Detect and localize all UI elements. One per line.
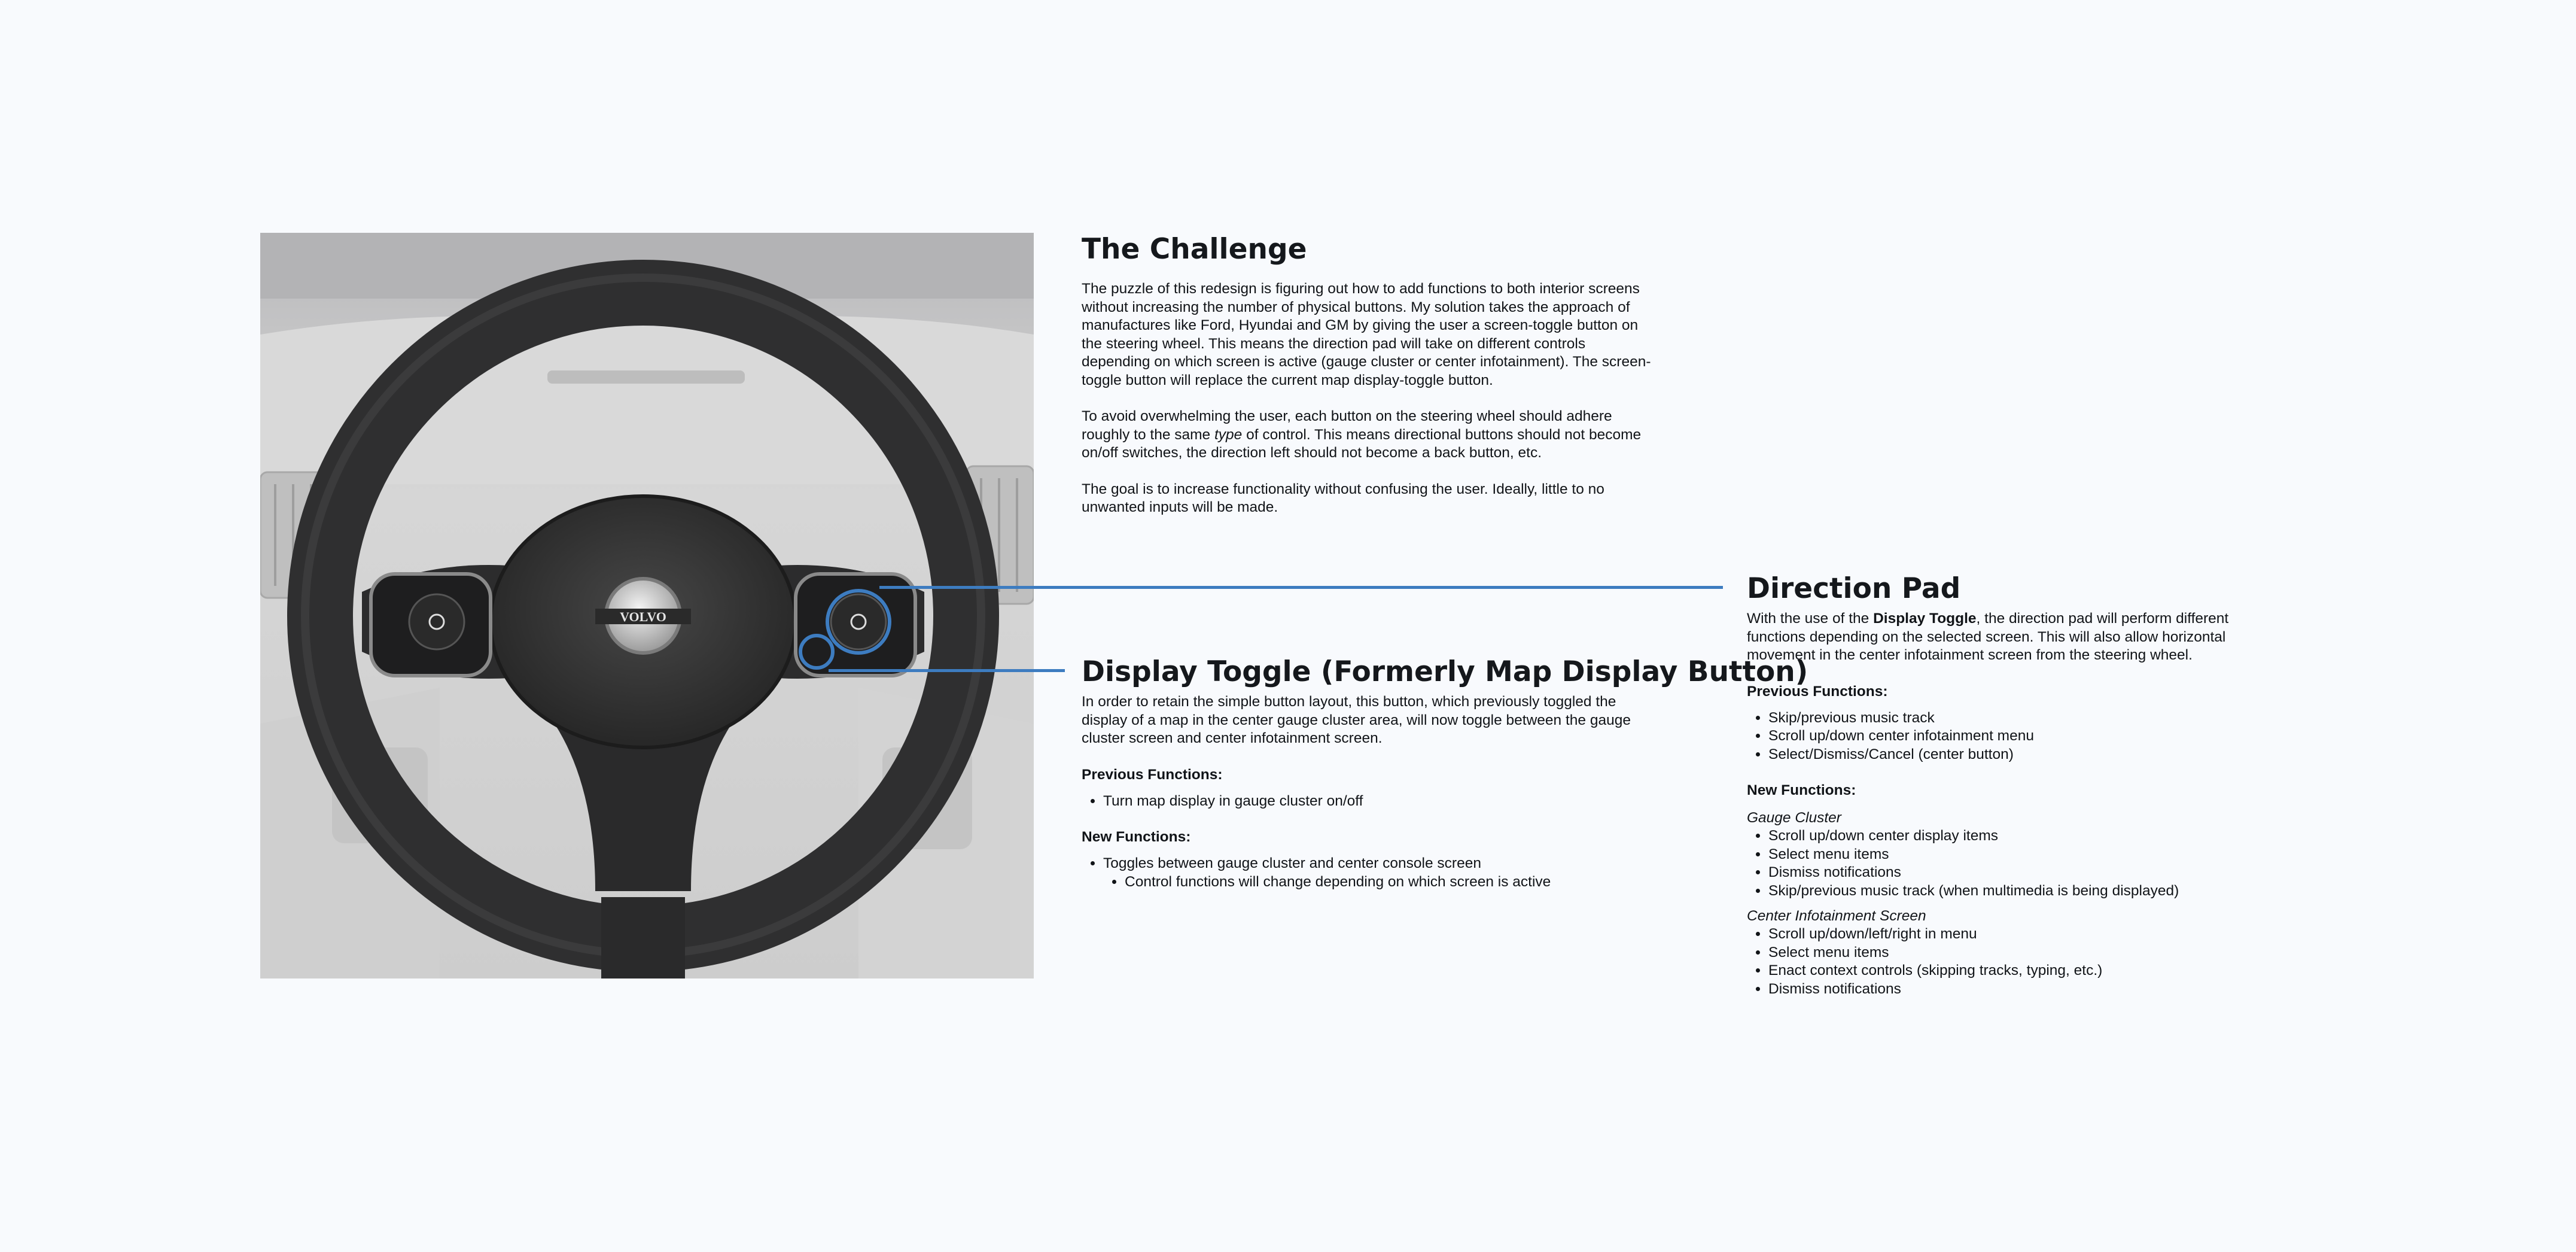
list-subitem: • Control functions will change depending on which screen is active bbox=[1125, 873, 1740, 892]
list-item: • Skip/previous music track (when multimedia is being displayed) bbox=[1768, 882, 2273, 901]
list-item: • Select menu items bbox=[1768, 944, 2273, 962]
direction-pad-intro-start: With the use of the bbox=[1747, 610, 1874, 627]
list-item: • Turn map display in gauge cluster on/off bbox=[1103, 792, 1740, 811]
challenge-paragraph-3: The goal is to increase functionality without confusing the user. Ideally, little to no unwanted inputs will be made. bbox=[1082, 481, 1604, 515]
list-item: • Select/Dismiss/Cancel (center button) bbox=[1768, 746, 2273, 764]
display-toggle-previous-list bbox=[1082, 792, 1740, 811]
challenge-p2-start: To avoid overwhelming the user, each button on the steering wheel should adhere roughly to the same bbox=[1082, 408, 1612, 443]
list-item: • Select menu items bbox=[1768, 846, 2273, 864]
direction-pad-intro-bold: Display Toggle bbox=[1873, 610, 1977, 627]
list-item: • Dismiss notifications bbox=[1768, 864, 2273, 882]
challenge-paragraph-2 bbox=[1082, 408, 1656, 463]
display-toggle-previous-heading: Previous Functions: bbox=[1082, 766, 1223, 783]
challenge-p2-emphasis: type bbox=[1214, 426, 1243, 443]
gauge-cluster-list bbox=[1747, 827, 2273, 900]
challenge-title: The Challenge bbox=[1082, 233, 1307, 266]
direction-pad-intro-end: , the direction pad will perform different functions depending on the selected screen. This will also allow horizontal movement in the center infotainment screen from the steering wheel. bbox=[1747, 610, 2229, 663]
display-toggle-intro: In order to retain the simple button layout, this button, which previously toggled the display of a map in the center gauge cluster area, will now toggle between the gauge cluster screen and center infotainment screen. bbox=[1082, 694, 1631, 746]
center-infotainment-list bbox=[1747, 925, 2273, 998]
direction-pad-title: Direction Pad bbox=[1747, 572, 1961, 605]
direction-pad-previous-list bbox=[1747, 709, 2273, 764]
list-item: • Enact context controls (skipping tracks, typing, etc.) bbox=[1768, 962, 2273, 980]
display-toggle-new-list bbox=[1082, 855, 1740, 891]
list-item-text: Toggles between gauge cluster and center console screen bbox=[1103, 855, 1481, 871]
challenge-paragraph-1: The puzzle of this redesign is figuring out how to add functions to both interior screens without increasing the number of physical buttons. My solution takes the approach of manufactures like Ford, Hyundai and GM by giving the user a screen-toggle button on the steering wheel. This means the direction pad will take on different controls depending on which screen is active (gauge cluster or center infotainment). The screen-toggle button will replace the current map display-toggle button. bbox=[1082, 281, 1651, 388]
volvo-logo-text: VOLVO bbox=[620, 609, 666, 624]
center-infotainment-label: Center Infotainment Screen bbox=[1747, 908, 1926, 924]
direction-pad-new-heading: New Functions: bbox=[1747, 782, 1856, 798]
list-item bbox=[1103, 855, 1740, 891]
list-item: • Scroll up/down center display items bbox=[1768, 827, 2273, 846]
direction-pad-intro bbox=[1747, 610, 2273, 665]
list-item: • Scroll up/down/left/right in menu bbox=[1768, 925, 2273, 944]
display-toggle-title: Display Toggle (Formerly Map Display Button) bbox=[1082, 655, 1808, 688]
direction-pad-previous-heading: Previous Functions: bbox=[1747, 683, 1888, 700]
gauge-cluster-label: Gauge Cluster bbox=[1747, 810, 1841, 826]
steering-wheel-photo bbox=[260, 233, 1034, 978]
challenge-section bbox=[1082, 232, 1656, 517]
direction-pad-callout-line bbox=[879, 586, 1723, 589]
display-toggle-callout-line bbox=[829, 669, 1065, 672]
challenge-p2-end: of control. This means directional buttons should not become on/off switches, the direction left should not become a back button, etc. bbox=[1082, 426, 1642, 461]
direction-pad-section bbox=[1747, 572, 2273, 998]
list-item: • Scroll up/down center infotainment menu bbox=[1768, 727, 2273, 746]
display-toggle-new-heading: New Functions: bbox=[1082, 829, 1191, 845]
display-toggle-section bbox=[1082, 655, 1808, 891]
list-item: • Skip/previous music track bbox=[1768, 709, 2273, 728]
list-item: • Dismiss notifications bbox=[1768, 980, 2273, 999]
